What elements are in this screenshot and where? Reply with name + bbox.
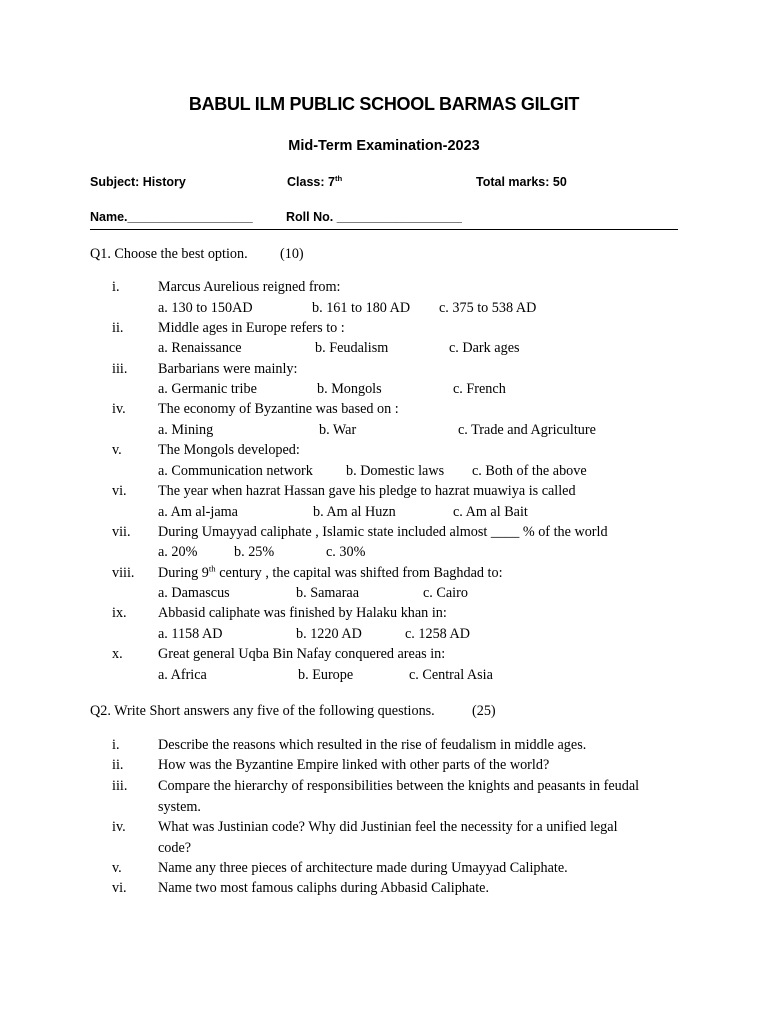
q2-item-number: iii.: [112, 778, 128, 794]
q2-item-number: vi.: [112, 880, 127, 896]
q1-question-text: During Umayyad caliphate , Islamic state included almost ____ % of the world: [158, 523, 608, 540]
q1-option-c: c. 1258 AD: [405, 625, 471, 642]
q1-option-b: b. Samaraa: [296, 585, 360, 602]
total-marks-label: Total marks: 50: [476, 175, 567, 189]
q1-item-number: v.: [112, 442, 122, 459]
q1-question-text: The year when hazrat Hassan gave his pledge to hazrat muawiya is called: [158, 483, 576, 499]
q1-option-b: b. Europe: [298, 666, 354, 683]
roll-number-field: Roll No. __________________: [286, 210, 462, 224]
q2-question-text: Name any three pieces of architecture made during Umayyad Caliphate.: [158, 860, 568, 876]
q1-question-text: [158, 562, 503, 582]
q2-question-text-continued: system.: [158, 798, 201, 815]
q1-option-a: a. Damascus: [158, 585, 230, 602]
q2-question-text: Describe the reasons which resulted in the rise of feudalism in middle ages.: [158, 737, 587, 753]
subject-label: Subject: History: [90, 175, 186, 189]
class-label: [287, 175, 342, 189]
q1-option-b: b. Domestic laws: [346, 462, 445, 479]
q1-option-b: b. Mongols: [317, 381, 382, 398]
q2-question-text: How was the Byzantine Empire linked with other parts of the world?: [158, 757, 550, 773]
q1-option-a: a. 130 to 150AD: [158, 299, 253, 316]
q1-item-number: ix.: [112, 605, 127, 622]
q1-option-a: a. 20%: [158, 544, 198, 561]
q1-question-text: The economy of Byzantine was based on :: [158, 401, 399, 418]
q2-item-number: v.: [112, 860, 122, 876]
q1-question-superscript: th: [208, 562, 216, 573]
q1-option-c: c. French: [453, 381, 506, 398]
q1-option-a: a. Am al-jama: [158, 503, 238, 520]
q1-option-c: c. Trade and Agriculture: [458, 421, 596, 438]
q1-option-a: a. Mining: [158, 421, 214, 438]
q1-option-c: c. 375 to 538 AD: [439, 299, 537, 316]
school-name: BABUL ILM PUBLIC SCHOOL BARMAS GILGIT: [188, 94, 580, 114]
q1-option-b: b. Feudalism: [315, 340, 389, 357]
q1-item-number: vi.: [112, 483, 127, 499]
q1-option-a: a. Renaissance: [158, 340, 242, 357]
q1-title: Q1. Choose the best option.: [90, 246, 248, 262]
q1-option-b: b. 25%: [234, 544, 275, 561]
q1-option-b: b. 161 to 180 AD: [312, 299, 411, 316]
q1-option-b: b. 1220 AD: [296, 625, 362, 642]
q1-option-a: a. Germanic tribe: [158, 381, 257, 398]
q1-option-c: c. 30%: [326, 544, 366, 561]
q1-item-number: iii.: [112, 360, 128, 377]
q1-question-text: The Mongols developed:: [158, 442, 300, 459]
q1-option-c: c. Both of the above: [472, 462, 587, 479]
exam-title: Mid-Term Examination-2023: [288, 138, 480, 154]
q1-option-b: b. Am al Huzn: [313, 503, 396, 520]
q1-question-text: Middle ages in Europe refers to :: [158, 319, 345, 336]
q1-item-number: x.: [112, 646, 123, 663]
q2-item-number: iv.: [112, 819, 126, 835]
q2-question-text: Name two most famous caliphs during Abbasid Caliphate.: [158, 880, 489, 896]
q1-option-c: c. Cairo: [423, 585, 468, 602]
q1-question-text: Abbasid caliphate was finished by Halaku khan in:: [158, 605, 447, 622]
q1-option-a: a. Africa: [158, 666, 207, 683]
class-superscript: th: [334, 173, 343, 183]
q1-item-number: iv.: [112, 401, 126, 418]
q2-question-text: What was Justinian code? Why did Justinian feel the necessity for a unified legal: [158, 819, 618, 835]
q1-item-number: ii.: [112, 319, 124, 336]
q1-question-text: Barbarians were mainly:: [158, 360, 298, 377]
q1-option-b: b. War: [319, 421, 357, 438]
q1-item-number: viii.: [112, 564, 135, 581]
q1-option-c: c. Dark ages: [449, 340, 520, 357]
q1-question-text-part: century , the capital was shifted from Baghdad to:: [215, 564, 503, 581]
q1-item-number: vii.: [112, 523, 131, 540]
q1-question-text: Marcus Aurelious reigned from:: [158, 279, 341, 295]
class-value: Class: 7: [287, 175, 335, 189]
q2-question-text: Compare the hierarchy of responsibilities between the knights and peasants in feudal: [158, 778, 640, 794]
q1-option-c: c. Am al Bait: [453, 503, 528, 520]
q1-marks: (10): [280, 246, 304, 262]
q1-option-a: a. 1158 AD: [158, 625, 223, 642]
q2-item-number: i.: [112, 737, 120, 753]
q2-marks: (25): [472, 703, 496, 719]
name-field: Name.__________________: [90, 210, 253, 224]
q2-item-number: ii.: [112, 757, 124, 773]
q2-question-text-continued: code?: [158, 839, 192, 856]
q1-question-text: Great general Uqba Bin Nafay conquered areas in:: [158, 646, 446, 663]
q1-question-text-part: During 9: [158, 564, 209, 581]
q1-option-c: c. Central Asia: [409, 666, 493, 683]
q1-item-number: i.: [112, 279, 120, 295]
q2-title: Q2. Write Short answers any five of the following questions.: [90, 703, 435, 719]
header-divider: [90, 229, 678, 230]
q1-option-a: a. Communication network: [158, 462, 313, 479]
